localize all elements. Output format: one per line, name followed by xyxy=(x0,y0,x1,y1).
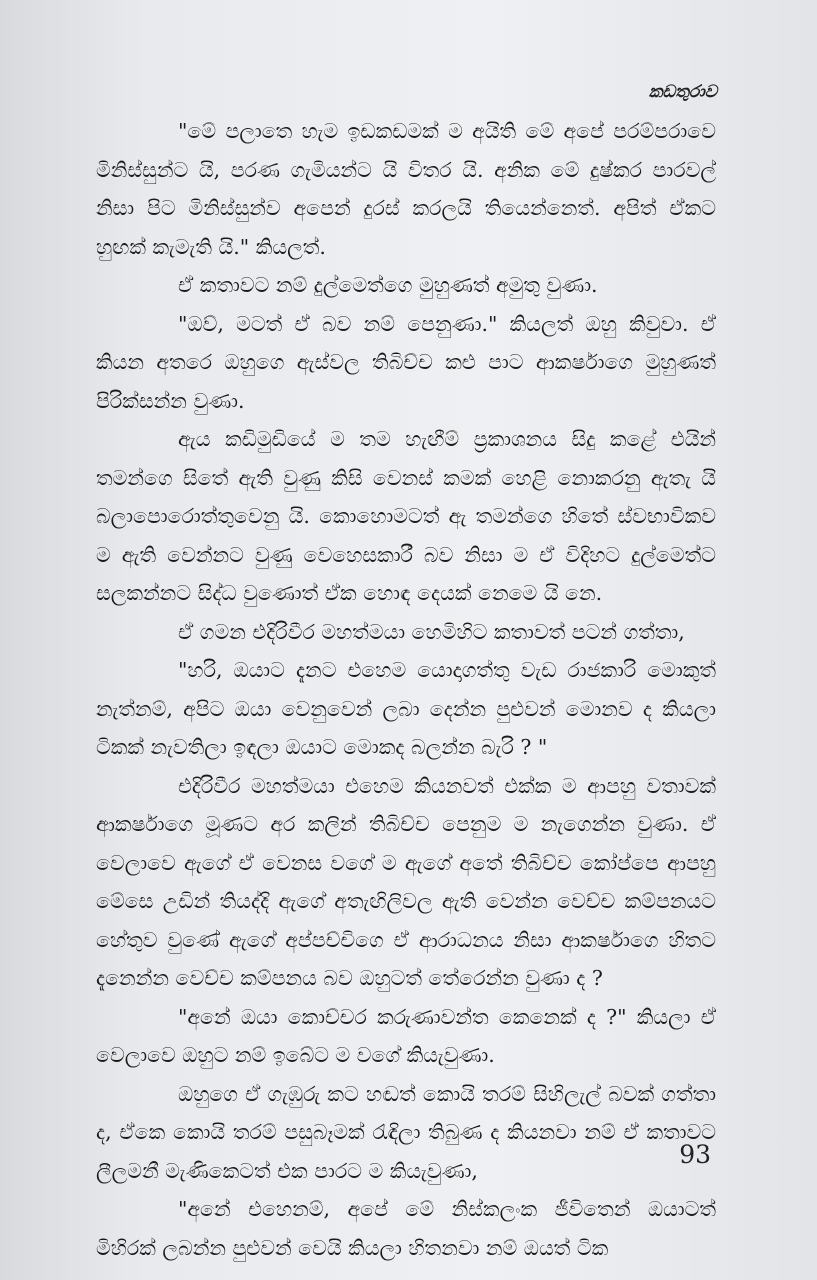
page-number: 93 xyxy=(679,1140,711,1169)
body-text xyxy=(96,112,716,1267)
paragraph: එදිරිවීර මහත්මයා එහෙම කියනවත් එක්ක ම ආපහු වතාවක් ආකර්ෂාගෙ මූණට අර කලින් තිබිච්ච පෙනුම ම නැගෙන්න වුණා. ඒ වෙලාවෙ ඇගේ ඒ වෙනස වගේ ම ඇගේ අතේ තිබිච්ච කෝප්පෙ ආපහු මේසෙ උඩින් තියද්දි ඇගේ අතැඟිලිවල ඇති වෙන්න වෙච්ච කම්පනයට හේතුව වුණේ ඇගේ අප්පච්චිගෙ ඒ ආරාධනය නිසා ආකර්ෂාගෙ හිතට දැනෙන්න වෙච්ච කම්පනය බව ඔහුටත් තේරෙන්න වුණා ද ? xyxy=(96,773,716,990)
paragraph: ඒ කතාවට නම් දුල්මෙත්ගෙ මුහුණත් අමුතු වුණා. xyxy=(178,273,598,297)
paragraph: "ඔව්, මටත් ඒ බව නම් පෙනුණා." කියලත් ඔහු කිවුවා. ඒ කියන අතරෙ ඔහුගෙ ඇස්වල තිබිච්ච කළු පාට ආකර්ෂාගෙ මුහුණත් පිරික්සන්න වුණා. xyxy=(96,311,716,413)
paragraph: "අනේ ඔයා කොච්චර කරුණාවන්ත කෙනෙක් ද ?" කියලා ඒ වෙලාවෙ ඔහුට නම් ඉබේට ම වගේ කියැවුණා. xyxy=(96,1004,716,1067)
paragraph: ඔහුගෙ ඒ ගැඹුරු කට හඬත් කොයි තරම් සිහිලැල් බවක් ගත්තා ද, ඒකෙ කොයි තරම් පසුබෑමක් රැඳිලා තිබුණ ද කියනවා නම් ඒ කතාවට ලීලමනී මැණිකෙටත් එක පාරට ම කියැවුණා, xyxy=(96,1081,716,1183)
paragraph: ඇය කඩිමුඩියේ ම තම හැඟීම් ප්‍රකාශනය සිදු කළේ එයින් තමන්ගෙ සිතේ ඇති වුණු කිසි වෙනස් කමක් හෙළි නොකරනු ඇතැ යි බලාපොරොත්තුවෙනු යි. කොහොමටත් ඇ තමන්ගෙ හිතේ ස්වභාවිකව ම ඇති වෙන්නට වුණු වෙහෙසකාරී බව නිසා ම ඒ විදිහට දුල්මෙත්ට සලකන්නට සිද්ධ වුණොත් ඒක හොඳ දෙයක් නෙමෙ යි නෙ. xyxy=(96,427,716,605)
running-head: කඩතුරාව xyxy=(648,82,717,102)
paragraph: "හරි, ඔයාට දැනට එහෙම යොදාගත්තු වැඩ රාජකාරි මොකුත් නැත්නම්, අපිට ඔයා වෙනුවෙන් ලබා දෙන්න පුළුවන් මොනව ද කියලා ටිකක් නැවතිලා ඉඳලා ඔයාට මොකද බලන්න බැරි ? " xyxy=(96,658,716,759)
paragraph: "මේ පලාතෙ හැම ඉඩකඩමක් ම අයිති මේ අපේ පරම්පරාවෙ මිනිස්සුන්ට යි, පරණ ගැමියන්ට යි විතර යි. අනික මේ දුෂ්කර පාරවල් නිසා පිට මිනිස්සුන්ව අපෙන් දුරස් කරලයි තියෙන්නෙත්. අපිත් ඒකට හුඟක් කැමැති යි." කියලත්. xyxy=(96,119,716,259)
paragraph: "අනේ එහෙනම්, අපේ මේ නිස්කලංක ජීවිතෙන් ඔයාටත් මිහිරක් ලබන්න පුළුවන් වෙයි කියලා හිතනවා නම් ඔයත් ටික xyxy=(96,1197,716,1260)
paragraph: ඒ ගමන එදිරිවීර මහත්මයා හෙමිහිට කතාවත් පටන් ගත්තා, xyxy=(178,619,685,644)
